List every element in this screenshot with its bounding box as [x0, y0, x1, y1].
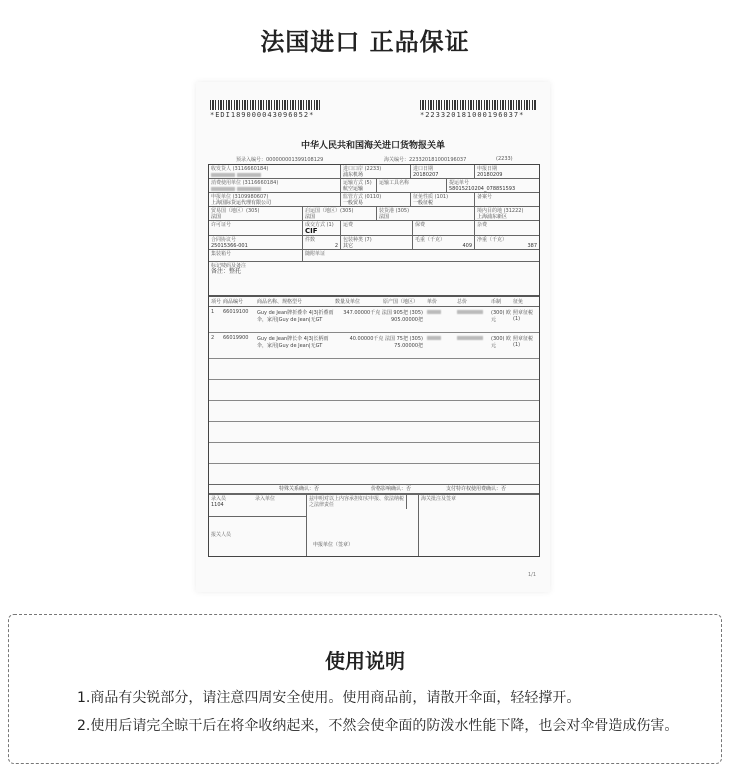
goods-levy: 照章征税 (1) [513, 336, 534, 348]
goods-row [209, 307, 539, 333]
origin-country-label: 启运国（地区）(305) [305, 208, 354, 214]
headline: 法国进口 正品保证 [260, 28, 470, 56]
confirm-special: 特殊关系确认：否 [278, 486, 319, 492]
barcode-right [420, 100, 536, 119]
import-port-value: 浦东机场 [343, 172, 364, 178]
container-label: 集装箱号 [211, 251, 232, 257]
goods-col-header: 币制 [491, 299, 502, 305]
customs-number: 海关编号：223320181000196037 [384, 157, 467, 163]
supervision-value: 一般贸易 [343, 200, 364, 206]
statement: 兹申明对以上内容承担如实申报、依法纳税之法律责任 [309, 496, 405, 508]
goods-col-header: 征免 [513, 299, 524, 305]
contract-value: 25015366-001 [211, 243, 248, 249]
declare-date-value: 20180209 [477, 172, 503, 178]
goods-no: 2 [211, 335, 215, 341]
port-value: 法国 [379, 214, 390, 220]
supervision-label: 监管方式 (0110) [343, 194, 382, 200]
levy-value: 一般征税 [413, 200, 434, 206]
marks-label: 标记唛码及备注 [211, 263, 247, 269]
goods-qty: 347.00000千克 法国 905把 (305) 905.00000把 [343, 310, 423, 323]
destination-label: 境内目的地 (31222) [477, 208, 524, 214]
barcode-bars [210, 100, 320, 110]
goods-qty: 40.00000千克 法国 75把 (305) 75.00000把 [349, 336, 423, 349]
net-weight-value: 387 [527, 243, 537, 249]
trade-country-value: 法国 [211, 214, 222, 220]
document-title: 中华人民共和国海关进口货物报关单 [300, 141, 445, 151]
goods-currency: (300) 欧元 [491, 336, 512, 349]
barcode-left [210, 100, 320, 119]
barcode-number: *223320181000196037* [420, 111, 525, 119]
page-number: 1/1 [527, 572, 536, 578]
entry-unit-label: 录入单位 [255, 496, 276, 502]
consignee-label: 收发货人 [211, 166, 232, 172]
deal-value: CIF [305, 227, 318, 235]
goods-name: Guy de Jean牌长伞 4|3|长柄雨伞，家用|Guy de Jean|无GT [257, 336, 329, 349]
empty-goods-line [209, 422, 539, 443]
declare-date-label: 申报日期 [477, 166, 498, 172]
import-date-label: 进口日期 [413, 166, 434, 172]
declarer-label: 报关人员 [211, 532, 232, 538]
goods-col-header: 原产国（地区） [383, 299, 419, 305]
goods-col-header: 单价 [427, 299, 438, 305]
bill-label: 提运单号 [449, 180, 470, 186]
goods-col-header: 总价 [457, 299, 468, 305]
empty-goods-line [209, 359, 539, 380]
freight-label: 运费 [343, 222, 354, 228]
destination-value: 上海浦东新区 [477, 214, 508, 220]
declarant-label: 申报单位 (3109980607) [211, 194, 269, 200]
goods-col-header: 商品编号 [223, 299, 244, 305]
package-label: 包装种类 (7) [343, 237, 372, 243]
pieces-value: 2 [334, 243, 338, 249]
entry-value: 1104 [211, 502, 224, 508]
goods-row [209, 333, 539, 359]
declaration-form [208, 164, 540, 557]
gross-weight-label: 毛重（千克） [415, 237, 446, 243]
net-weight-label: 净重（千克） [477, 237, 508, 243]
goods-no: 1 [211, 309, 215, 315]
empty-goods-line [209, 380, 539, 401]
vessel-label: 运输工具名称 [379, 180, 410, 186]
goods-name: Guy de Jean牌折叠伞 4|3|折叠雨伞，家用|Guy de Jean|无GT [257, 310, 334, 323]
goods-col-header: 项号 [211, 299, 222, 305]
empty-goods-line [209, 401, 539, 422]
import-port-label: 进口口岸 (2233) [343, 166, 382, 172]
misc-label: 杂费 [477, 222, 488, 228]
origin-country-value: 法国 [305, 214, 316, 220]
package-value: 其它 [343, 243, 354, 249]
contract-label: 合同协议号 [211, 237, 237, 243]
levy-label: 征免性质 (101) [413, 194, 449, 200]
confirm-price: 价格影响确认：否 [370, 486, 411, 492]
consignee-code: (3116660184) [232, 166, 269, 172]
goods-code: 66019900 [223, 335, 249, 341]
record-label: 备案号 [477, 194, 493, 200]
transport-label: 运输方式 (5) [343, 180, 372, 186]
docs-label: 随附单证 [305, 251, 326, 257]
gross-weight-value: 409 [462, 243, 472, 249]
entry-number: 预录入编号：000000001399108129 [236, 157, 324, 163]
goods-levy: 照章征税 (1) [513, 310, 534, 322]
goods-code: 66019100 [223, 309, 249, 315]
customs-approval: 海关批注及签章 [421, 496, 457, 502]
trade-country-label: 贸易国（地区）(305) [211, 208, 260, 214]
empty-goods-line [209, 443, 539, 464]
insurance-label: 保费 [415, 222, 426, 228]
usage-instructions [8, 614, 722, 764]
goods-currency: (300) 欧元 [491, 310, 512, 323]
goods-header [209, 297, 539, 307]
goods-col-header: 数量及单位 [335, 299, 361, 305]
license-label: 许可证号 [211, 222, 232, 228]
deal-label: 成交方式 (1) [305, 222, 334, 228]
consumer-label: 消费使用单位 (3116660184) [211, 180, 279, 186]
usage-line: 2.使用后请完全晾干后在将伞收纳起来，不然会使伞面的防泼水性能下降，也会对伞骨造成伤害。 [77, 718, 679, 734]
port-label: 装货港 (305) [379, 208, 410, 214]
pieces-label: 件数 [305, 237, 316, 243]
declarant-value: 上海国际货运代理有限公司 [211, 200, 272, 206]
transport-value: 航空运输 [343, 186, 364, 192]
entry-person-label: 录入员 [211, 496, 227, 502]
customs-declaration-image [196, 82, 550, 592]
goods-col-header: 商品名称、规格型号 [257, 299, 303, 305]
bill-value: 58015210204_078851593 [449, 186, 516, 192]
confirm-royalty: 支付特许权使用费确认：否 [445, 486, 506, 492]
barcode-bars [420, 100, 536, 110]
barcode-number: *EDI189000043096052* [210, 111, 315, 119]
import-date-value: 20180207 [413, 172, 439, 178]
customs-code: (2233) [496, 156, 513, 162]
seal-label: 申报单位（签章） [313, 542, 354, 548]
usage-line: 1.商品有尖锐部分，请注意四周安全使用。使用商品前，请散开伞面，轻轻撑开。 [77, 690, 581, 706]
usage-title: 使用说明 [325, 649, 405, 673]
marks-value: 备注：整托 [211, 268, 242, 275]
